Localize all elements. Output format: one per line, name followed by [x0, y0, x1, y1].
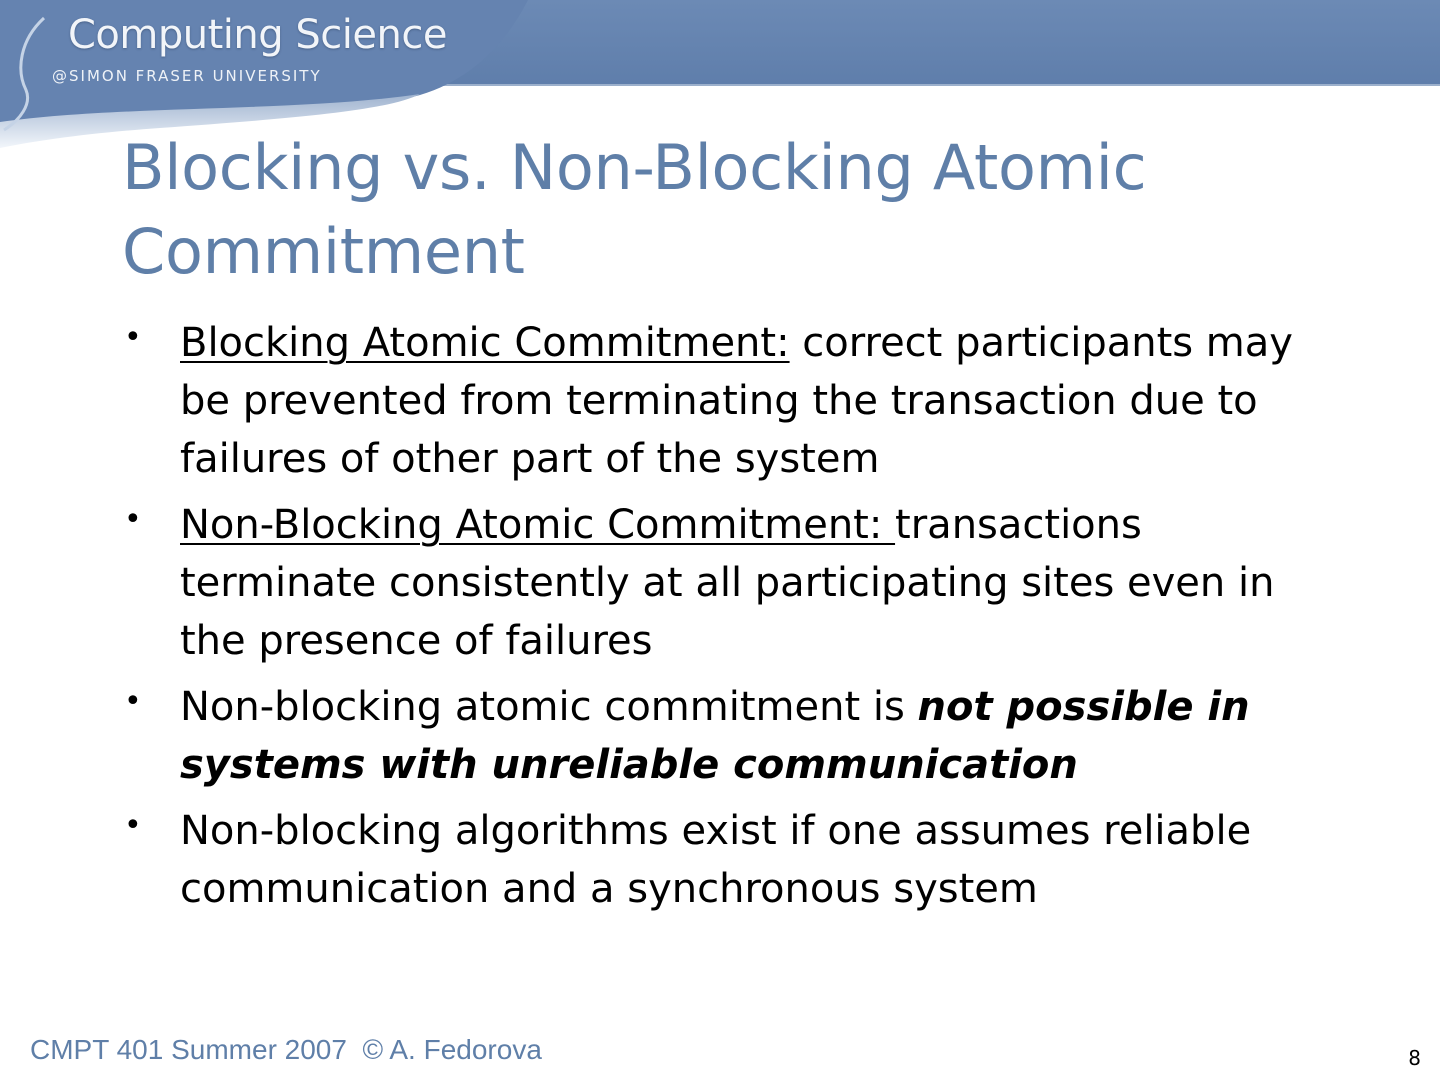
- bullet-marker: •: [124, 320, 142, 355]
- term-non-blocking: Non-Blocking Atomic Commitment:: [180, 502, 896, 548]
- brand-title: Computing Science: [68, 12, 447, 58]
- bullet-marker: •: [124, 684, 142, 719]
- footer-course: CMPT 401 Summer 2007 © A. Fedorova: [30, 1034, 542, 1065]
- definition-non-blocking: transactions terminate consistently at all participating sites even in the presence of failures: [180, 502, 1275, 664]
- algorithms-text: Non-blocking algorithms exist if one assumes reliable communication and a synchronous system: [180, 808, 1252, 912]
- impossibility-text: Non-blocking atomic commitment is: [180, 684, 918, 730]
- impossibility-emphasis: not possible in systems with unreliable communication: [180, 684, 1250, 788]
- definition-blocking: correct participants may be prevented from terminating the transaction due to failures of other part of the system: [180, 320, 1293, 482]
- brand-subtitle: @SIMON FRASER UNIVERSITY: [52, 67, 322, 85]
- bullet-algorithms: [124, 802, 1344, 918]
- bullet-marker: •: [124, 502, 142, 537]
- header-bar-edge: [420, 84, 1440, 86]
- bullet-marker: •: [124, 808, 142, 843]
- bullet-non-blocking: [124, 496, 1344, 670]
- bullet-impossibility: [124, 678, 1344, 794]
- bullet-list: [124, 314, 1344, 926]
- page-number: 8: [1408, 1046, 1421, 1070]
- bullet-blocking: [124, 314, 1344, 488]
- slide-title: Blocking vs. Non-Blocking Atomic Commitment: [122, 131, 1147, 288]
- term-blocking: Blocking Atomic Commitment:: [180, 320, 790, 366]
